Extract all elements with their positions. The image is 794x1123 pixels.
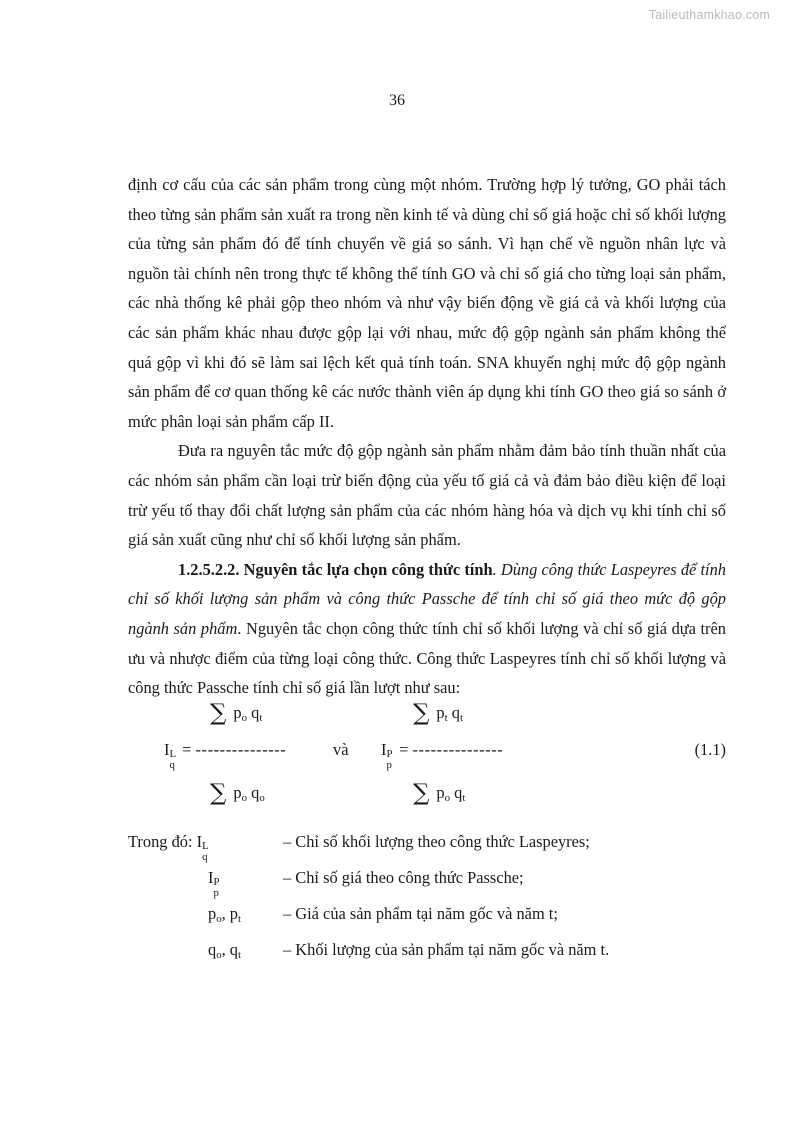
sigma-icon: ∑ bbox=[413, 780, 430, 806]
legend-symbol bbox=[208, 868, 222, 900]
sub-o: o bbox=[241, 712, 248, 725]
body-text-block bbox=[128, 170, 726, 703]
equals-sign: = bbox=[399, 740, 409, 759]
legend-description: – Khối lượng của sản phẩm tại năm gốc và năm t. bbox=[283, 940, 610, 959]
sigma-icon: ∑ bbox=[210, 780, 227, 806]
sub-o: o bbox=[216, 949, 222, 962]
legend-intro bbox=[128, 832, 211, 864]
legend-description: – Chỉ số giá theo công thức Passche; bbox=[283, 868, 524, 887]
sub-o: o bbox=[444, 792, 451, 805]
fraction-bar: --------------- bbox=[412, 740, 504, 759]
sub-o: o bbox=[216, 913, 222, 926]
sub-t: t bbox=[459, 712, 463, 725]
index-subscript: q bbox=[169, 759, 175, 772]
sub-o: o bbox=[241, 792, 248, 805]
sub-t: t bbox=[238, 913, 242, 926]
index-subscript: p bbox=[386, 759, 392, 772]
index-base: I bbox=[381, 740, 387, 759]
legend-symbol-subscript: p bbox=[213, 887, 219, 900]
watermark-text: Tailieuthamkhao.com bbox=[648, 8, 770, 22]
sub-o: o bbox=[259, 792, 265, 805]
sub-t: t bbox=[238, 949, 242, 962]
legend-row bbox=[128, 904, 726, 940]
legend-symbol: $q_o$, $q_t$ bbox=[208, 940, 242, 962]
sub-t: t bbox=[462, 792, 466, 805]
paragraph-2: Đưa ra nguyên tắc mức độ gộp ngành sản phẩm nhằm đảm bảo tính thuần nhất của các nhóm sản phẩm cần loại trừ biến động của yếu tố giá cả và đảm bảo điều kiện để loại trừ yếu tố thay đổi chất lượng sản phẩm của các nhóm hàng hóa và dịch vụ khi tính chỉ số giá sản xuất cũng như chỉ số khối lượng sản phẩm. bbox=[128, 441, 726, 550]
legend-row bbox=[128, 832, 726, 868]
formula-denominator-row bbox=[128, 780, 726, 820]
legend-symbol-subscript: q bbox=[202, 851, 208, 864]
conjunction-va: và bbox=[333, 740, 349, 759]
section-heading: 1.2.5.2.2. Nguyên tắc lựa chọn công thức tính bbox=[178, 559, 493, 579]
formula-left-index bbox=[164, 740, 287, 772]
legend-symbol-base: I bbox=[208, 868, 214, 887]
page-number: 36 bbox=[389, 92, 405, 109]
index-base: I bbox=[164, 740, 170, 759]
sub-t: t bbox=[259, 712, 263, 725]
formula-right-index bbox=[381, 740, 504, 772]
legend-description: – Giá của sản phẩm tại năm gốc và năm t; bbox=[283, 904, 558, 923]
sub-t: t bbox=[444, 712, 448, 725]
section-rest-text: . Nguyên tắc chọn công thức tính chỉ số khối lượng và chỉ số giá dựa trên ưu và nhược điểm của từng loại công thức. Công thức Laspeyres tính chỉ số khối lượng và công thức Passche tính chỉ số giá lần lượt như sau: bbox=[128, 618, 726, 698]
formula-numerator-row bbox=[128, 700, 726, 740]
sigma-icon: ∑ bbox=[413, 700, 430, 726]
equation-number: (1.1) bbox=[694, 740, 726, 759]
formula-left-denominator: ∑ $p_o$ $q_o$ bbox=[210, 780, 265, 806]
formula-block bbox=[128, 700, 726, 820]
legend-row bbox=[128, 868, 726, 904]
formula-left-numerator: ∑ $p_o$ $q_t$ bbox=[210, 700, 263, 726]
legend-symbol-superscript: L bbox=[202, 840, 209, 853]
section-italic-text: . Dùng công thức Laspeyres để tính chỉ số khối lượng sản phẩm và công thức Passche để tính chỉ số giá theo mức độ gộp ngành sản phẩm bbox=[128, 559, 726, 638]
paragraph-1: định cơ cấu của các sản phẩm trong cùng một nhóm. Trường hợp lý tưởng, GO phải tách theo từng sản phẩm sản xuất ra trong nền kinh tế và dùng chỉ số giá hoặc chỉ số khối lượng của từng sản phẩm đó để tính chuyển về giá so sánh. Vì hạn chế về nguồn nhân lực và nguồn tài chính nên trong thực tế không thể tính GO và chỉ số giá cho từng loại sản phẩm, các nhà thống kê phải gộp theo nhóm và như vậy biến động về giá cả và khối lượng của các sản phẩm khác nhau được gộp lại với nhau, mức độ gộp ngành sản phẩm không thể quá gộp vì khi đó sẽ làm sai lệch kết quả tính toán. SNA khuyến nghị mức độ gộp ngành sản phẩm để cơ quan thống kê các nước thành viên áp dụng khi tính GO theo giá so sánh ở mức phân loại sản phẩm cấp II. bbox=[128, 175, 726, 431]
index-superscript: P bbox=[386, 748, 393, 761]
legend-row bbox=[128, 940, 726, 976]
legend-intro-text: Trong đó: bbox=[128, 832, 193, 851]
legend-symbol-superscript: P bbox=[213, 876, 220, 889]
equals-sign: = bbox=[182, 740, 192, 759]
legend-block bbox=[128, 832, 726, 976]
legend-symbol-base: I bbox=[196, 832, 203, 851]
legend-description: – Chỉ số khối lượng theo công thức Laspeyres; bbox=[283, 832, 590, 851]
index-superscript: L bbox=[169, 748, 177, 761]
formula-right-numerator: ∑ $p_t$ $q_t$ bbox=[413, 700, 463, 726]
legend-symbol: $p_o$, $p_t$ bbox=[208, 904, 242, 926]
fraction-bar: --------------- bbox=[195, 740, 287, 759]
formula-right-denominator: ∑ $p_o$ $q_t$ bbox=[413, 780, 466, 806]
sigma-icon: ∑ bbox=[210, 700, 227, 726]
paragraph-3 bbox=[128, 555, 726, 703]
formula-main-row bbox=[128, 740, 726, 780]
